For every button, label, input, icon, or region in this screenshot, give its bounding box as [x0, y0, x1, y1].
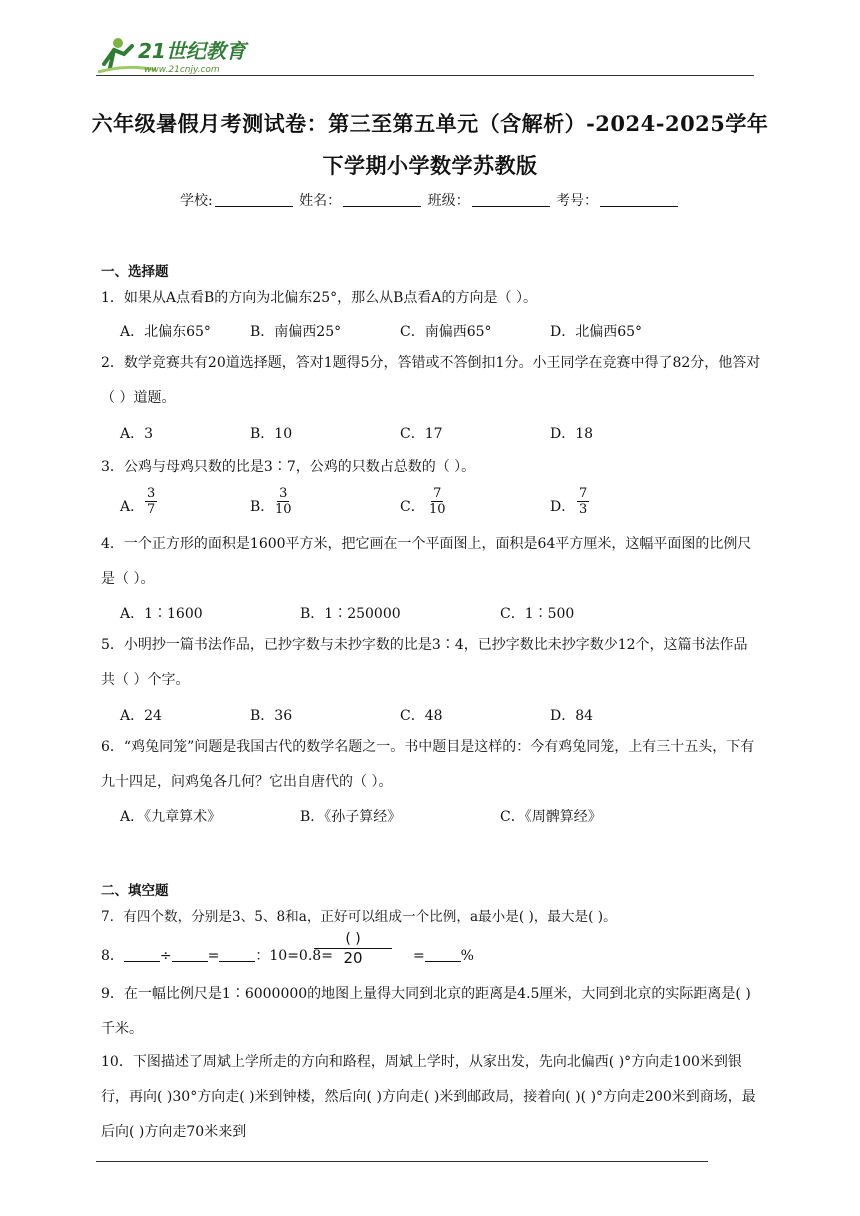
- q4-option-c[interactable]: C．1∶500: [500, 606, 575, 622]
- question-7: 7．有四个数，分别是3、5、8和a，正好可以组成一个比例，a最小是( )，最大是( )。: [101, 909, 617, 925]
- denominator: 3: [579, 502, 588, 517]
- q1-option-b[interactable]: B．南偏西25°: [250, 324, 342, 340]
- class-blank[interactable]: [472, 194, 550, 207]
- q4-option-a[interactable]: A．1∶1600: [120, 606, 203, 622]
- svg-text:www.21cnjy.com: www.21cnjy.com: [144, 65, 220, 75]
- student-info: [0, 190, 860, 210]
- section-heading-choice: 一、选择题: [101, 264, 169, 280]
- q3-option-d-label[interactable]: D．: [550, 499, 576, 515]
- q6-option-c[interactable]: C．《周髀算经》: [500, 809, 602, 825]
- school-label: 学校:: [179, 193, 213, 209]
- q4-option-b[interactable]: B．1∶250000: [300, 606, 401, 622]
- question-3: 3．公鸡与母鸡只数的比是3∶7，公鸡的只数占总数的（ ）。: [101, 459, 476, 475]
- question-6: 6．“鸡兔同笼”问题是我国古代的数学名题之一。书中题目是这样的：今有鸡兔同笼，上有三十五头，下有九十四足，问鸡兔各几何？它出自唐代的（ ）。: [101, 739, 755, 790]
- q3-option-d-fraction[interactable]: [577, 486, 589, 517]
- q8-blank-4[interactable]: [425, 949, 461, 962]
- q8-div: ÷: [159, 948, 172, 964]
- numerator: 7: [433, 486, 442, 501]
- q2-option-b[interactable]: B．10: [250, 426, 293, 442]
- q2-option-d[interactable]: D．18: [550, 426, 594, 442]
- q6-option-a[interactable]: A．《九章算术》: [120, 809, 222, 825]
- q8-label: 8．: [101, 948, 124, 964]
- school-blank[interactable]: [215, 194, 293, 207]
- q8-blank-2[interactable]: [172, 949, 208, 962]
- q2-option-c[interactable]: C．17: [400, 426, 443, 442]
- q8-pct: %: [460, 948, 474, 964]
- name-label: 姓名：: [299, 193, 342, 209]
- denominator: 10: [429, 502, 446, 517]
- question-10: 10．下图描述了周斌上学所走的方向和路程，周斌上学时，从家出发，先向北偏西( )°方向走100米到银行，再向( )30°方向走( )米到钟楼，然后向( )方向走( )米到邮政局，接着向( )( )°方向走200米到商场，最后向( )方向走70米来到: [101, 1054, 756, 1140]
- q8-fraction-numerator: ( ): [314, 931, 392, 949]
- q8-eq1: =: [207, 948, 220, 964]
- q5-option-b[interactable]: B．36: [250, 708, 293, 724]
- question-8: [101, 945, 474, 965]
- q8-colon: ：10=0.8=: [255, 948, 333, 964]
- q3-option-a-fraction[interactable]: [145, 486, 157, 517]
- q1-option-d[interactable]: D．北偏西65°: [550, 324, 643, 340]
- question-1: 1．如果从A点看B的方向为北偏东25°，那么从B点看A的方向是（ ）。: [101, 290, 537, 306]
- footer-rule: [96, 1161, 708, 1162]
- q5-option-d[interactable]: D．84: [550, 708, 594, 724]
- q1-option-c[interactable]: C．南偏西65°: [400, 324, 492, 340]
- q3-option-a-label[interactable]: A．: [120, 499, 145, 515]
- doc-title-line1: 六年级暑假月考测试卷：第三至第五单元（含解析）-2024-2025学年: [91, 111, 769, 136]
- q6-option-b[interactable]: B．《孙子算经》: [300, 809, 402, 825]
- q2-option-a[interactable]: A．3: [120, 426, 154, 442]
- denominator: 7: [147, 502, 156, 517]
- q3-option-b-label[interactable]: B．: [250, 499, 275, 515]
- question-2: 2．数学竞赛共有20道选择题，答对1题得5分，答错或不答倒扣1分。小王同学在竞赛中得了82分，他答对（ ）道题。: [101, 355, 761, 406]
- exam-no-label: 考号：: [556, 193, 599, 209]
- question-4: 4．一个正方形的面积是1600平方米，把它画在一个平面图上，面积是64平方厘米，这幅平面图的比例尺是（ ）。: [101, 536, 752, 587]
- svg-text:21世纪教育: 21世纪教育: [138, 39, 246, 63]
- q8-fraction-denominator: 20: [343, 949, 363, 967]
- class-label: 班级：: [427, 193, 470, 209]
- q5-option-c[interactable]: C．48: [400, 708, 443, 724]
- q3-option-c-label[interactable]: C．: [400, 499, 425, 515]
- numerator: 3: [147, 486, 156, 501]
- name-blank[interactable]: [343, 194, 421, 207]
- question-5: 5．小明抄一篇书法作品，已抄字数与未抄字数的比是3∶4，已抄字数比未抄字数少12个，这篇书法作品共（ ）个字。: [101, 637, 748, 688]
- q8-eq2: =: [412, 948, 425, 964]
- logo: [96, 34, 266, 76]
- q3-option-c-fraction[interactable]: [429, 486, 446, 517]
- q5-option-a[interactable]: A．24: [120, 708, 162, 724]
- question-9: 9．在一幅比例尺是1∶6000000的地图上量得大同到北京的距离是4.5厘米，大同到北京的实际距离是( )千米。: [101, 986, 751, 1037]
- q1-option-a[interactable]: A．北偏东65°: [120, 324, 211, 340]
- exam-no-blank[interactable]: [600, 194, 678, 207]
- header-rule: [96, 75, 754, 76]
- doc-title-line2: 下学期小学数学苏教版: [322, 153, 538, 178]
- numerator: 7: [579, 486, 588, 501]
- q8-blank-3[interactable]: [219, 949, 255, 962]
- section-heading-fill: 二、填空题: [101, 883, 169, 899]
- q8-blank-1[interactable]: [124, 949, 160, 962]
- q3-option-b-fraction[interactable]: [275, 486, 292, 517]
- q8-fraction[interactable]: [314, 931, 392, 968]
- numerator: 3: [279, 486, 288, 501]
- denominator: 10: [275, 502, 292, 517]
